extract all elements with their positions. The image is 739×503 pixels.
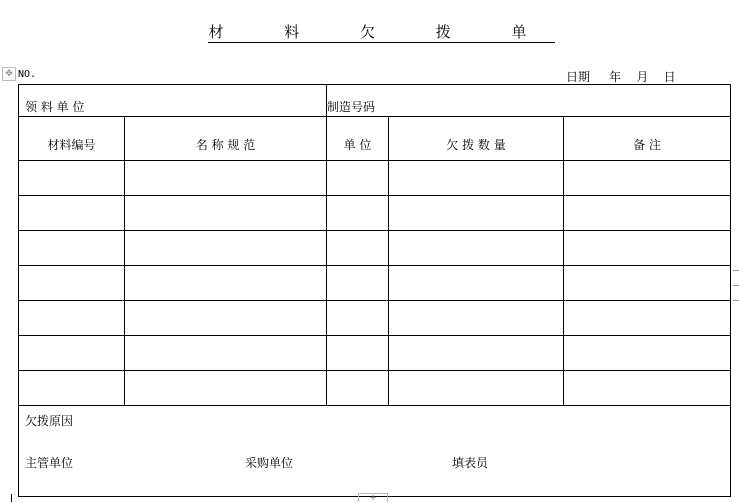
number-label: NO. xyxy=(18,69,37,80)
table-cell[interactable] xyxy=(389,161,564,196)
col-header-unit: 单 位 xyxy=(327,117,389,161)
table-cell[interactable] xyxy=(125,336,327,371)
table-cell[interactable] xyxy=(125,371,327,406)
date-label: 日期 年 月 日 xyxy=(566,70,676,84)
order-number-label: 制造号码 xyxy=(327,100,376,114)
table-row xyxy=(19,371,731,406)
table-cell[interactable] xyxy=(125,266,327,301)
dept-label: 领 料 单 位 xyxy=(25,100,85,114)
table-cell[interactable] xyxy=(564,371,731,406)
col-header-shortage-qty: 欠 拨 数 量 xyxy=(389,117,564,161)
table-cell[interactable] xyxy=(19,196,125,231)
table-cell[interactable] xyxy=(327,301,389,336)
table-cell[interactable] xyxy=(389,301,564,336)
table-row xyxy=(19,266,731,301)
table-cell[interactable] xyxy=(564,266,731,301)
table-cell[interactable] xyxy=(19,336,125,371)
footer-row xyxy=(19,406,731,497)
table-move-handle-icon[interactable]: ✥ xyxy=(2,67,16,81)
unit-row xyxy=(19,85,731,117)
order-number-cell[interactable] xyxy=(327,85,731,117)
table-cell[interactable] xyxy=(125,231,327,266)
table-cell[interactable] xyxy=(327,371,389,406)
table-cell[interactable] xyxy=(327,231,389,266)
table-cell[interactable] xyxy=(389,266,564,301)
table-cell[interactable] xyxy=(125,161,327,196)
table-row xyxy=(19,301,731,336)
supervisor-label: 主管单位 xyxy=(25,456,74,470)
filler-label: 填表员 xyxy=(452,456,489,470)
text-cursor xyxy=(11,494,12,502)
table-row xyxy=(19,231,731,266)
purchase-label: 采购单位 xyxy=(245,456,294,470)
table-cell[interactable] xyxy=(327,266,389,301)
table-cell[interactable] xyxy=(564,161,731,196)
col-header-name-spec: 名 称 规 范 xyxy=(125,117,327,161)
reason-label: 欠拨原因 xyxy=(25,414,74,428)
ruler-marker xyxy=(733,300,739,301)
footer-cell[interactable] xyxy=(19,406,731,497)
table-cell[interactable] xyxy=(19,371,125,406)
add-row-icon[interactable]: + xyxy=(358,493,388,502)
table-cell[interactable] xyxy=(125,301,327,336)
ruler-marker xyxy=(733,270,739,271)
table-row xyxy=(19,161,731,196)
table-cell[interactable] xyxy=(327,196,389,231)
table-cell[interactable] xyxy=(19,301,125,336)
table-cell[interactable] xyxy=(389,336,564,371)
table-cell[interactable] xyxy=(19,161,125,196)
header-row xyxy=(19,117,731,161)
table-cell[interactable] xyxy=(19,231,125,266)
table-cell[interactable] xyxy=(389,231,564,266)
table-cell[interactable] xyxy=(327,336,389,371)
table-cell[interactable] xyxy=(564,196,731,231)
table-row xyxy=(19,196,731,231)
form-title: 材 料 欠 拨 单 xyxy=(208,23,555,41)
ruler-marker xyxy=(733,285,739,286)
table-cell[interactable] xyxy=(564,231,731,266)
table-row xyxy=(19,336,731,371)
col-header-material-code: 材料编号 xyxy=(19,117,125,161)
col-header-remarks: 备 注 xyxy=(564,117,731,161)
material-shortage-table xyxy=(18,84,731,497)
table-cell[interactable] xyxy=(125,196,327,231)
table-cell[interactable] xyxy=(564,301,731,336)
table-cell[interactable] xyxy=(564,336,731,371)
dept-cell[interactable] xyxy=(19,85,327,117)
table-cell[interactable] xyxy=(327,161,389,196)
table-cell[interactable] xyxy=(389,371,564,406)
table-cell[interactable] xyxy=(389,196,564,231)
table-cell[interactable] xyxy=(19,266,125,301)
